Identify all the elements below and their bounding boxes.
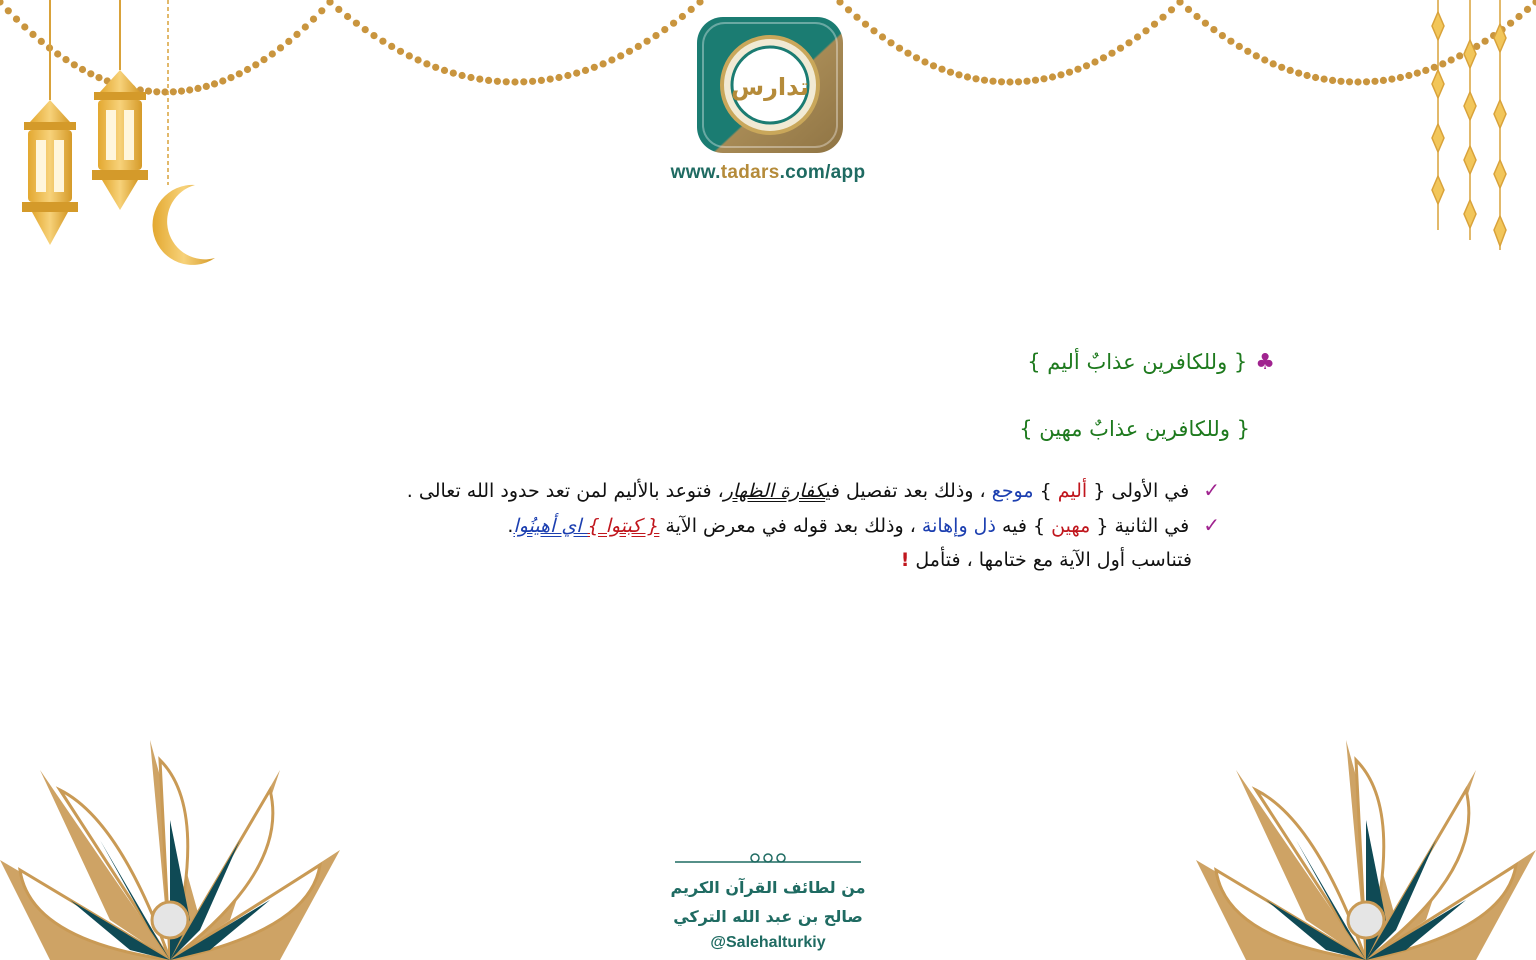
- garland-bead: [1244, 48, 1251, 55]
- garland-bead: [1295, 70, 1302, 77]
- p3-a: فتناسب أول الآية مع ختامها ، فتأمل: [909, 549, 1192, 571]
- garland-bead: [989, 78, 996, 85]
- garland-bead: [879, 33, 886, 40]
- garland-bead: [529, 78, 536, 85]
- garland-bead: [1261, 56, 1268, 63]
- garland-bead: [1236, 43, 1243, 50]
- garland-bead: [370, 32, 377, 39]
- garland-bead: [277, 44, 284, 51]
- garland-bead: [853, 14, 860, 21]
- garland-bead: [415, 56, 422, 63]
- garland-bead: [921, 58, 928, 65]
- garland-bead: [269, 50, 276, 57]
- check-icon: ✓: [1203, 513, 1220, 537]
- garland-bead: [972, 75, 979, 82]
- garland-bead: [573, 70, 580, 77]
- garland-bead: [293, 31, 300, 38]
- garland-bead: [836, 0, 843, 6]
- footer-divider-ornament: [675, 850, 861, 870]
- garland-bead: [1100, 54, 1107, 61]
- url-suffix: .com/app: [779, 162, 866, 183]
- garland-bead: [511, 78, 518, 85]
- tadars-logo: [695, 15, 845, 155]
- garland-bead: [1388, 76, 1395, 83]
- p1-d: موجع: [991, 480, 1034, 502]
- garland-bead: [432, 64, 439, 71]
- garland-bead: [503, 78, 510, 85]
- garland-bead: [896, 45, 903, 52]
- p3-b: !: [900, 549, 910, 571]
- p1-e: ، وذلك بعد تفصيل في: [825, 480, 992, 502]
- garland-bead: [260, 56, 267, 63]
- garland-bead: [1287, 67, 1294, 74]
- garland-bead: [244, 66, 251, 73]
- garland-bead: [1202, 20, 1209, 27]
- p1-b: أليم: [1057, 480, 1088, 502]
- garland-bead: [947, 69, 954, 76]
- garland-bead: [564, 72, 571, 79]
- garland-bead: [1210, 26, 1217, 33]
- garland-bead: [1049, 73, 1056, 80]
- corner-flower-right-decoration: [1196, 740, 1536, 960]
- garland-bead: [661, 26, 668, 33]
- p1-a: في الأولى {: [1087, 480, 1190, 502]
- verse-1: [900, 350, 1275, 375]
- garland-bead: [344, 13, 351, 20]
- garland-bead: [252, 61, 259, 68]
- garland-bead: [459, 72, 466, 79]
- garland-bead: [1380, 77, 1387, 84]
- p2-b: مهين: [1051, 515, 1091, 537]
- logo-text: تدارس: [730, 73, 810, 101]
- garland-bead: [1346, 78, 1353, 85]
- garland-bead: [955, 71, 962, 78]
- garland-bead: [441, 67, 448, 74]
- garland-bead: [467, 74, 474, 81]
- site-url[interactable]: [618, 162, 918, 184]
- garland-bead: [845, 6, 852, 13]
- p1-f: كفارة الظهار: [723, 480, 826, 502]
- p2-h: .: [507, 515, 514, 537]
- garland-bead: [1253, 52, 1260, 59]
- garland-bead: [1108, 50, 1115, 57]
- p1-c: }: [1033, 480, 1058, 502]
- garland-bead: [1066, 69, 1073, 76]
- garland-bead: [236, 70, 243, 77]
- garland-bead: [644, 38, 651, 45]
- explanation-point-1: [250, 478, 1220, 502]
- footer-social-handle[interactable]: @Salehalturkiy: [710, 934, 826, 951]
- garland-bead: [1159, 14, 1166, 21]
- garland-bead: [696, 0, 703, 6]
- garland-bead: [1142, 27, 1149, 34]
- conclusion-line: [250, 549, 1192, 571]
- club-icon: ♣: [1255, 350, 1275, 375]
- garland-bead: [1117, 45, 1124, 52]
- garland-bead: [494, 78, 501, 85]
- corner-flower-left-decoration: [0, 740, 340, 960]
- garland-bead: [1227, 38, 1234, 45]
- hanging-diamonds-decoration: [1410, 0, 1536, 260]
- garland-bead: [450, 70, 457, 77]
- p2-e: ، وذلك بعد قوله في معرض الآية: [659, 515, 922, 537]
- p2-d: ذل وإهانة: [921, 515, 996, 537]
- garland-bead: [870, 27, 877, 34]
- garland-bead: [302, 23, 309, 30]
- garland-bead: [1321, 76, 1328, 83]
- garland-bead: [1168, 6, 1175, 13]
- garland-bead: [555, 74, 562, 81]
- garland-bead: [679, 13, 686, 20]
- verse-1-text: { وللكافرين عذابٌ أليم }: [1027, 350, 1248, 374]
- garland-bead: [353, 20, 360, 27]
- garland-bead: [930, 62, 937, 69]
- garland-bead: [688, 6, 695, 13]
- garland-bead: [1083, 62, 1090, 69]
- garland-bead: [1176, 0, 1183, 6]
- p1-g: ، فتوعد بالأليم لمن تعد حدود الله تعالى .: [406, 480, 724, 502]
- garland-bead: [1278, 64, 1285, 71]
- garland-bead: [1304, 72, 1311, 79]
- garland-bead: [635, 43, 642, 50]
- lantern-crescent-decoration: [0, 0, 230, 270]
- garland-bead: [397, 48, 404, 55]
- url-prefix: www.: [670, 162, 721, 183]
- garland-bead: [591, 64, 598, 71]
- garland-bead: [652, 32, 659, 39]
- p2-g: اي أهينُوا: [513, 515, 588, 537]
- garland-bead: [485, 77, 492, 84]
- garland-bead: [388, 43, 395, 50]
- check-icon: ✓: [1203, 478, 1220, 502]
- garland-bead: [887, 39, 894, 46]
- garland-bead: [1040, 75, 1047, 82]
- garland-bead: [904, 50, 911, 57]
- garland-bead: [1006, 78, 1013, 85]
- garland-bead: [626, 48, 633, 55]
- garland-bead: [1125, 39, 1132, 46]
- garland-bead: [1151, 21, 1158, 28]
- garland-bead: [1015, 78, 1022, 85]
- garland-bead: [285, 38, 292, 45]
- garland-bead: [1354, 78, 1361, 85]
- garland-bead: [1337, 78, 1344, 85]
- garland-bead: [582, 67, 589, 74]
- garland-bead: [1397, 74, 1404, 81]
- p2-f: { كبتوا }: [587, 515, 660, 537]
- footer-series-title: من لطائف القرآن الكريم: [670, 878, 866, 897]
- garland-bead: [538, 77, 545, 84]
- garland-bead: [547, 76, 554, 83]
- garland-bead: [1312, 74, 1319, 81]
- garland-bead: [310, 16, 317, 23]
- footer-author-name: صالح بن عبد الله التركي: [673, 907, 863, 926]
- garland-bead: [379, 38, 386, 45]
- explanation-point-2: [250, 513, 1220, 537]
- garland-bead: [1032, 77, 1039, 84]
- garland-bead: [670, 20, 677, 27]
- garland-bead: [335, 6, 342, 13]
- garland-bead: [1074, 66, 1081, 73]
- garland-bead: [1091, 58, 1098, 65]
- garland-bead: [981, 77, 988, 84]
- garland-bead: [1270, 60, 1277, 67]
- garland-bead: [318, 7, 325, 14]
- garland-bead: [326, 0, 333, 6]
- garland-bead: [998, 78, 1005, 85]
- garland-bead: [964, 73, 971, 80]
- garland-bead: [1371, 78, 1378, 85]
- garland-bead: [1363, 78, 1370, 85]
- garland-bead: [600, 60, 607, 67]
- garland-bead: [1023, 78, 1030, 85]
- garland-bead: [406, 52, 413, 59]
- garland-bead: [608, 56, 615, 63]
- garland-bead: [1193, 13, 1200, 20]
- garland-bead: [1185, 6, 1192, 13]
- garland-bead: [913, 54, 920, 61]
- garland-bead: [423, 60, 430, 67]
- garland-bead: [1219, 32, 1226, 39]
- garland-bead: [362, 26, 369, 33]
- garland-bead: [862, 21, 869, 28]
- garland-bead: [1134, 33, 1141, 40]
- garland-bead: [617, 52, 624, 59]
- garland-bead: [520, 78, 527, 85]
- garland-bead: [1329, 77, 1336, 84]
- garland-bead: [1057, 71, 1064, 78]
- p2-a: في الثانية {: [1090, 515, 1190, 537]
- verse-2: { وللكافرين عذابٌ مهين }: [1019, 417, 1250, 441]
- garland-bead: [938, 66, 945, 73]
- url-brand: tadars: [720, 162, 780, 183]
- p2-c: } فيه: [995, 515, 1052, 537]
- garland-bead: [476, 76, 483, 83]
